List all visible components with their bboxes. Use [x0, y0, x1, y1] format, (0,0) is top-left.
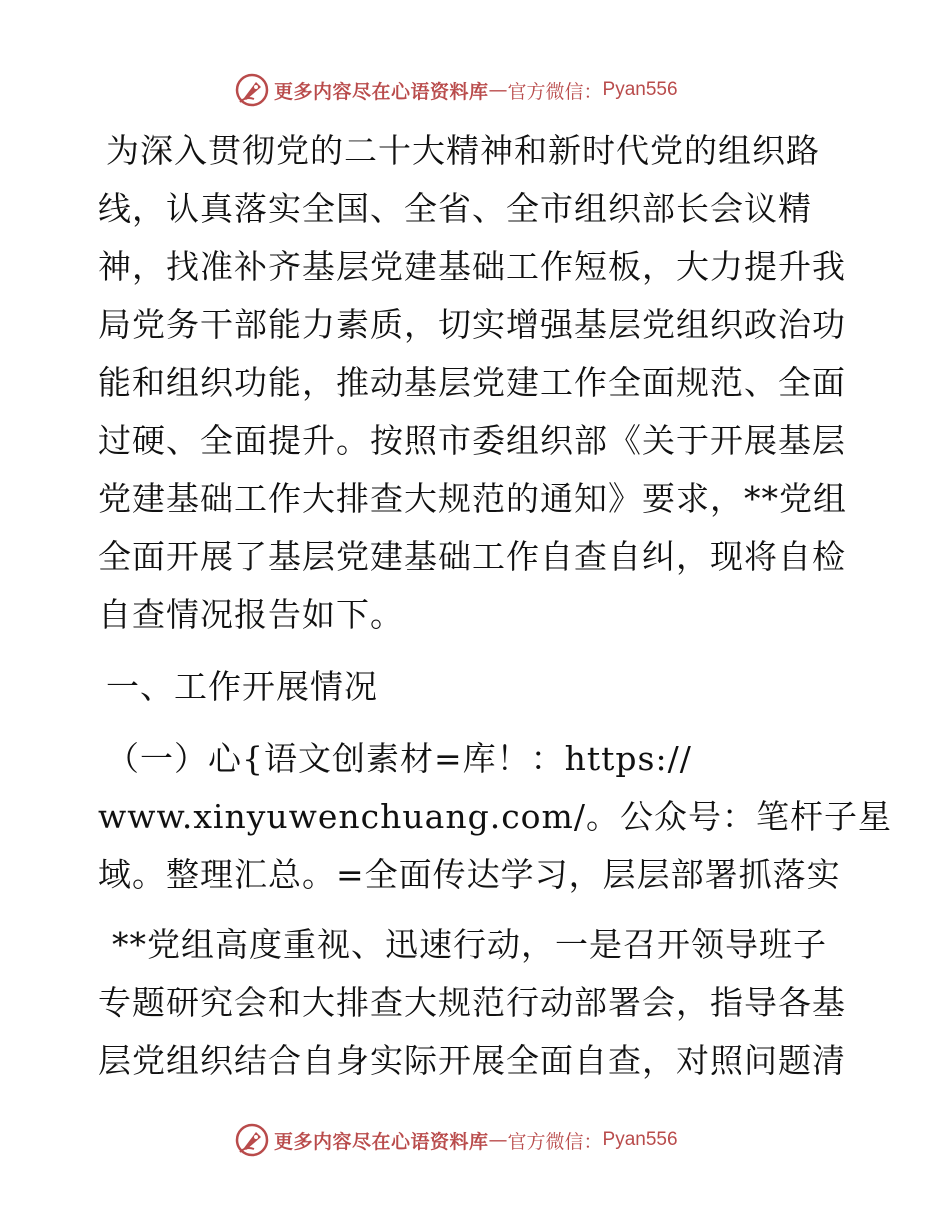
watermark-header — [234, 72, 678, 108]
watermark-main-text: 更多内容尽在心语资料库 — [274, 1130, 489, 1153]
text-line: www.xinyuwenchuang.com/。公众号：笔杆子星 — [98, 797, 892, 836]
pen-nib-logo-icon — [234, 72, 270, 108]
watermark-wechat-id: Pyan556 — [602, 79, 678, 100]
text-line: 为深入贯彻党的二十大精神和新时代党的组织路 — [106, 131, 820, 170]
watermark-main-text: 更多内容尽在心语资料库 — [274, 80, 489, 103]
body-paragraph — [98, 916, 858, 1090]
text-line: 专题研究会和大排查大规范行动部署会，指导各基 — [98, 983, 846, 1022]
watermark-separator: — — [488, 79, 508, 101]
text-line: 自查情况报告如下。 — [98, 595, 404, 634]
text-line: 局党务干部能力素质，切实增强基层党组织政治功 — [98, 305, 846, 344]
text-line: 域。整理汇总。=全面传达学习，层层部署抓落实 — [98, 855, 841, 894]
text-line: 线，认真落实全国、全省、全市组织部长会议精 — [98, 189, 812, 228]
text-line: 能和组织功能，推动基层党建工作全面规范、全面 — [98, 363, 846, 402]
text-line: 党建基础工作大排查大规范的通知》要求，**党组 — [98, 479, 847, 518]
subsection-paragraph — [98, 730, 892, 904]
watermark-sub-text: 官方微信： — [507, 80, 603, 103]
watermark-sub-text: 官方微信： — [507, 1130, 603, 1153]
text-line: 全面开展了基层党建基础工作自查自纠，现将自检 — [98, 537, 846, 576]
pen-nib-logo-icon — [234, 1122, 270, 1158]
text-line: 神，找准补齐基层党建基础工作短板，大力提升我 — [98, 247, 846, 286]
watermark-separator: — — [488, 1129, 508, 1151]
text-line: 层党组织结合自身实际开展全面自查，对照问题清 — [98, 1041, 846, 1080]
watermark-footer — [234, 1122, 678, 1158]
text-line: **党组高度重视、迅速行动，一是召开领导班子 — [112, 925, 827, 964]
watermark-wechat-id: Pyan556 — [602, 1129, 678, 1150]
text-line: 过硬、全面提升。按照市委组织部《关于开展基层 — [98, 421, 846, 460]
section-heading: 一、工作开展情况 — [106, 667, 378, 706]
text-line: （一）心{语文创素材=库！：https:// — [106, 739, 692, 778]
intro-paragraph — [98, 122, 858, 644]
document-body — [98, 122, 892, 1090]
